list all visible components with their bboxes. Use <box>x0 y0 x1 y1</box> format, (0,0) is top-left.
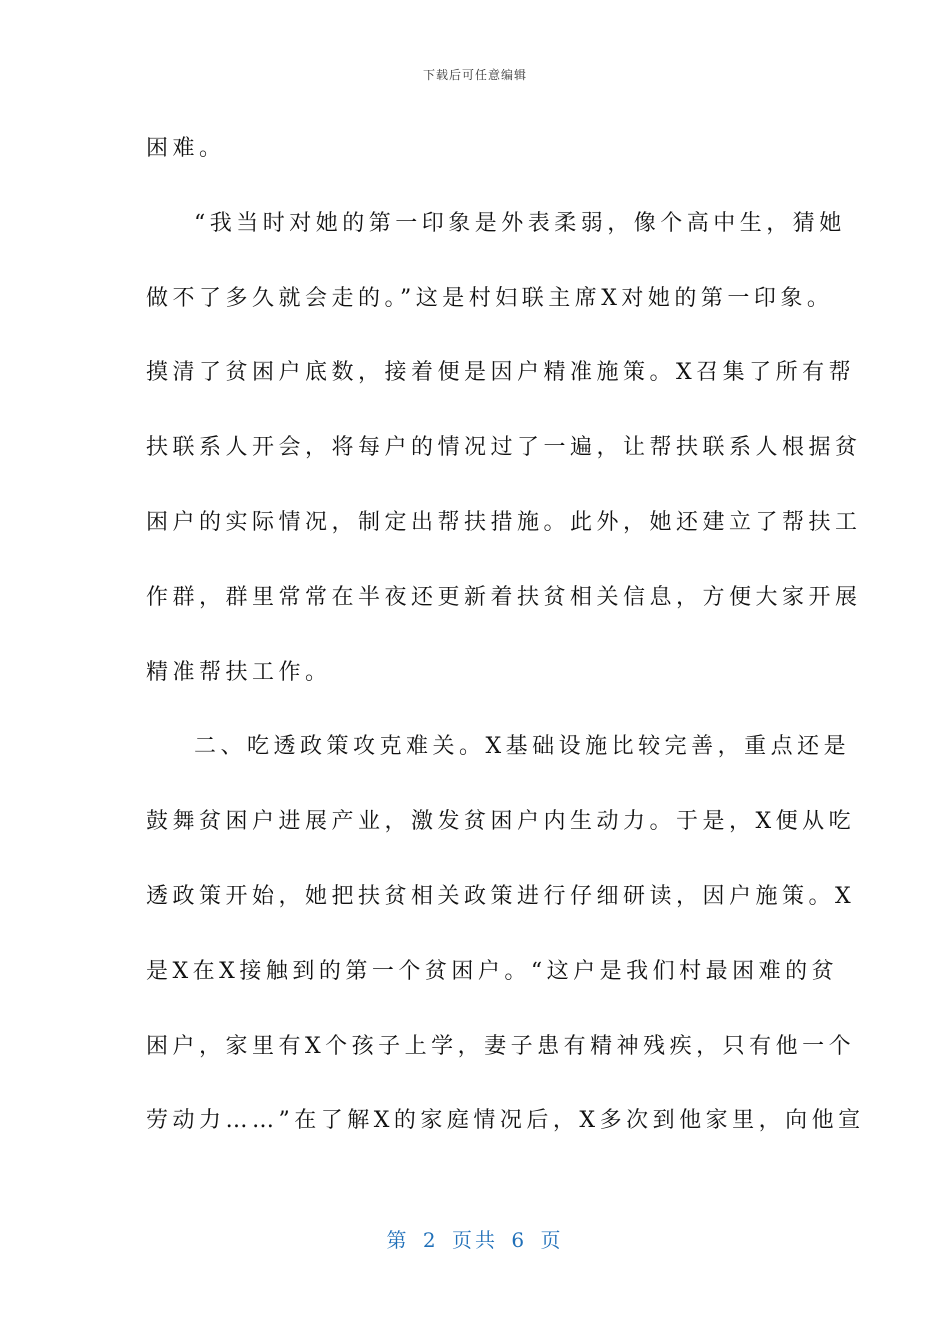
page-footer <box>0 1224 950 1253</box>
footer-middle: 页共 <box>452 1228 498 1252</box>
body-line: “我当时对她的第一印象是外表柔弱，像个高中生，猜她 <box>194 210 846 236</box>
page-header: 下载后可任意编辑 <box>422 68 527 82</box>
body-line: 做不了多久就会走的。”这是村妇联主席X对她的第一印象。 <box>146 285 834 311</box>
footer-total-pages: 6 <box>511 1228 528 1252</box>
body-line: 二、吃透政策攻克难关。X基础设施比较完善，重点还是 <box>194 734 851 760</box>
footer-page-number: 2 <box>422 1228 439 1252</box>
body-line: 劳动力……”在了解X的家庭情况后，X多次到他家里，向他宣 <box>146 1108 865 1134</box>
body-line: 透政策开始，她把扶贫相关政策进行仔细研读，因户施策。X <box>146 883 856 909</box>
body-line: 作群，群里常常在半夜还更新着扶贫相关信息，方便大家开展 <box>146 584 862 610</box>
body-line: 扶联系人开会，将每户的情况过了一遍，让帮扶联系人根据贫 <box>146 435 862 461</box>
body-line: 困户，家里有X个孩子上学，妻子患有精神残疾，只有他一个 <box>146 1033 856 1059</box>
footer-prefix: 第 <box>386 1228 410 1252</box>
footer-suffix: 页 <box>540 1228 564 1252</box>
body-line: 困户的实际情况，制定出帮扶措施。此外，她还建立了帮扶工 <box>146 509 862 535</box>
body-line: 鼓舞贫困户进展产业，激发贫困户内生动力。于是，X便从吃 <box>146 809 856 835</box>
document-body <box>146 112 865 1159</box>
body-line: 摸清了贫困户底数，接着便是因户精准施策。X召集了所有帮 <box>146 360 856 386</box>
body-line: 精准帮扶工作。 <box>146 659 332 685</box>
body-line: 是X在X接触到的第一个贫困户。“这户是我们村最困难的贫 <box>146 958 839 984</box>
body-line: 困难。 <box>146 136 226 161</box>
